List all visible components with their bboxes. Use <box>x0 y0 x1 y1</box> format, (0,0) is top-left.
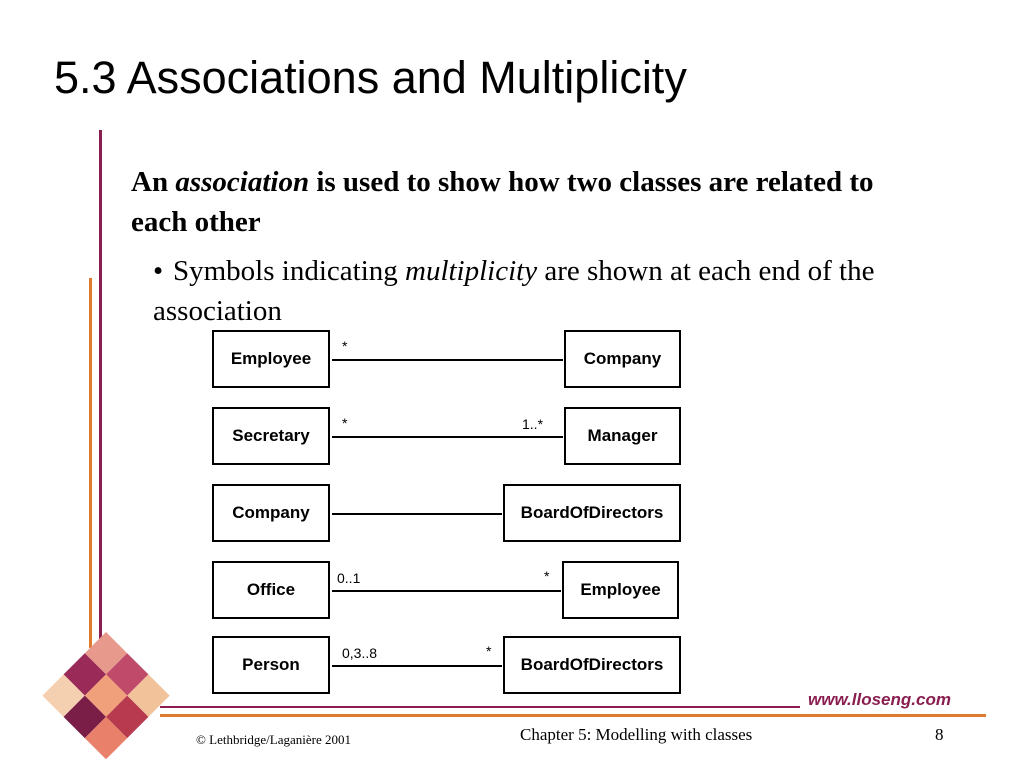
multiplicity-label: 1..* <box>522 416 544 432</box>
purple-vertical-line <box>99 130 102 640</box>
lead-suffix: is used to show how two classes are related to each other <box>131 166 874 238</box>
association-line <box>332 590 561 592</box>
class-box-manager: Manager <box>564 407 681 465</box>
bullet-suffix: are shown at each end of the association <box>153 255 875 327</box>
class-box-person: Person <box>212 636 330 694</box>
class-box-boardofdirectors: BoardOfDirectors <box>503 636 681 694</box>
association-line <box>332 436 563 438</box>
class-box-boardofdirectors: BoardOfDirectors <box>503 484 681 542</box>
class-box-company: Company <box>564 330 681 388</box>
class-box-employee: Employee <box>212 330 330 388</box>
footer-copyright: © Lethbridge/Laganière 2001 <box>196 732 351 747</box>
multiplicity-label: * <box>544 568 550 584</box>
purple-footer-line <box>160 706 800 708</box>
quilt-decoration <box>36 630 176 760</box>
lead-prefix: An <box>131 166 169 198</box>
multiplicity-label: * <box>342 415 348 431</box>
association-line <box>332 513 502 515</box>
website-link[interactable]: www.lloseng.com <box>808 690 951 709</box>
association-definition <box>131 162 931 242</box>
bullet-term: multiplicity <box>405 255 538 287</box>
footer-chapter: Chapter 5: Modelling with classes <box>520 725 753 744</box>
bullet-multiplicity <box>153 251 973 331</box>
class-box-secretary: Secretary <box>212 407 330 465</box>
association-line <box>332 359 563 361</box>
multiplicity-label: * <box>342 338 348 354</box>
association-line <box>332 665 502 667</box>
slide-title: 5.3 Associations and Multiplicity <box>54 52 687 103</box>
orange-vertical-line <box>89 278 92 648</box>
page-number: 8 <box>935 725 944 744</box>
multiplicity-label: * <box>486 643 492 659</box>
class-box-company: Company <box>212 484 330 542</box>
orange-footer-line <box>160 714 986 717</box>
bullet-marker: • <box>153 255 164 287</box>
class-box-employee: Employee <box>562 561 679 619</box>
lead-term: association <box>175 166 310 198</box>
multiplicity-label: 0..1 <box>337 570 361 586</box>
class-box-office: Office <box>212 561 330 619</box>
multiplicity-label: 0,3..8 <box>342 645 378 661</box>
bullet-prefix: Symbols indicating <box>173 255 398 287</box>
